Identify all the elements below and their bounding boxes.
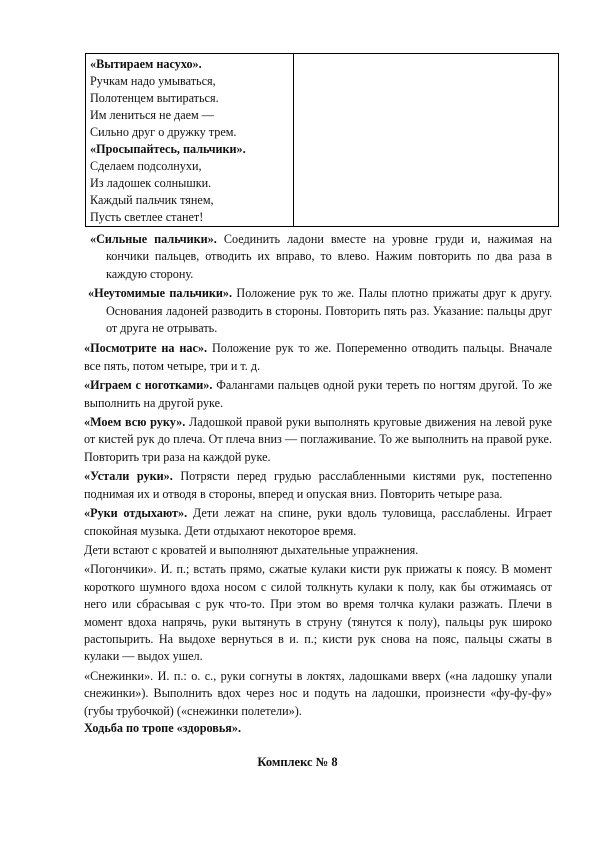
exercise-text (84, 231, 552, 737)
exercise-tired-hands: «Устали руки». Потрясти перед грудью расслабленными кистями рук, постепенно поднимая их и отводя в стороны, вперед и опуская вниз. Повторить четыре раза. (84, 469, 553, 501)
exercise-wash-hand: «Моем всю руку». Ладошкой правой руки выполнять круговые движения на левой руке от кистей рук до плеча. От плеча вниз — поглаживание. То же выполнить на правой руке. Повторить три раза на каждой руке. (84, 415, 552, 464)
poem-table (85, 53, 559, 227)
exercise-title: «Устали руки». (84, 469, 173, 484)
exercise-tireless-fingers: «Неутомимые пальчики». Положение рук то же. Палы плотно прижаты друг к другу. Основания ладоней разводить в стороны. Повторить пять раз. Указание: пальцы друг от друга не отрывать. (88, 286, 552, 336)
children-rise-text: Дети встают с кроватей и выполняют дыхательные упражнения. (84, 542, 419, 557)
exercise-title: «Сильные пальчики». (90, 232, 217, 246)
complex-title: Комплекс № 8 (257, 755, 338, 769)
poem-line: Сделаем подсолнухи, (90, 159, 202, 173)
exercise-hands-rest: «Руки отдыхают». Дети лежат на спине, руки вдоль туловища, расслаблены. Играет спокойная музыка. Дети отдыхают некоторое время. (84, 506, 552, 538)
exercise-title: «Посмотрите на нас». (84, 341, 208, 356)
exercise-look-at-us: «Посмотрите на нас». Положение рук то же. Попеременно отводить пальцы. Вначале все пять, потом четыре, три и т. д. (84, 341, 552, 373)
empty-cell (294, 54, 559, 227)
poem-line: Им лениться не даем — (90, 108, 214, 122)
poem-cell (86, 54, 294, 227)
exercise-title: «Играем с ноготками». (84, 378, 213, 393)
walk-heading: Ходьба по тропе «здоровья». (84, 720, 242, 735)
poem-line: Каждый пальчик тянем, (90, 193, 214, 207)
exercise-snowflakes: «Снежинки». И. п.: о. с., руки согнуты в локтях, ладошками вверх («на ладошку упали снежинки»). Выполнить вдох через нос и подуть на ладошки, произнести «фу-фу-фу» (губы трубочкой) («снежинки полетели»). (84, 668, 552, 718)
exercise-title: «Неутомимые пальчики». (88, 286, 233, 301)
poem-line: Ручкам надо умываться, (90, 74, 216, 88)
exercise-title: «Моем всю руку». (84, 415, 186, 430)
exercise-strong-fingers: «Сильные пальчики». Соединить ладони вместе на уровне груди и, нажимая на кончики пальцев, отводить их вправо, то влево. Нажим повторить по два раза в каждую сторону. (90, 232, 552, 281)
exercise-title: «Руки отдыхают». (84, 506, 188, 521)
exercise-chasers: «Погончики». И. п.; встать прямо, сжатые кулаки кисти рук прижаты к поясу. В момент короткого шумного вдоха носом с силой толкнуть кулаки к полу, как бы отжимаясь от него или сбрасывая с рук что-то. При этом во время толчка кулаки разжать. Плечи в момент вдоха напрячь, руки вытянуть в струну (тянутся к полу), пальцы рук широко растопырить. На выдохе вернуться в и. п.; кисти рук снова на пояс, пальцы сжаты в кулаки — выдох ушел. (84, 562, 552, 664)
poem-line: «Вытираем насухо». (90, 57, 202, 71)
poem-line: Полотенцем вытираться. (90, 91, 219, 105)
exercise-playing-nails: «Играем с ноготками». Фалангами пальцев одной руки тереть по ногтям другой. То же выполнить на другой руке. (84, 378, 553, 410)
poem-line: Из ладошек солнышки. (90, 176, 212, 190)
poem-line: Пусть светлее станет! (90, 210, 204, 224)
poem-line: Сильно друг о дружку трем. (90, 125, 237, 139)
poem-line: «Просыпайтесь, пальчики». (90, 142, 246, 156)
